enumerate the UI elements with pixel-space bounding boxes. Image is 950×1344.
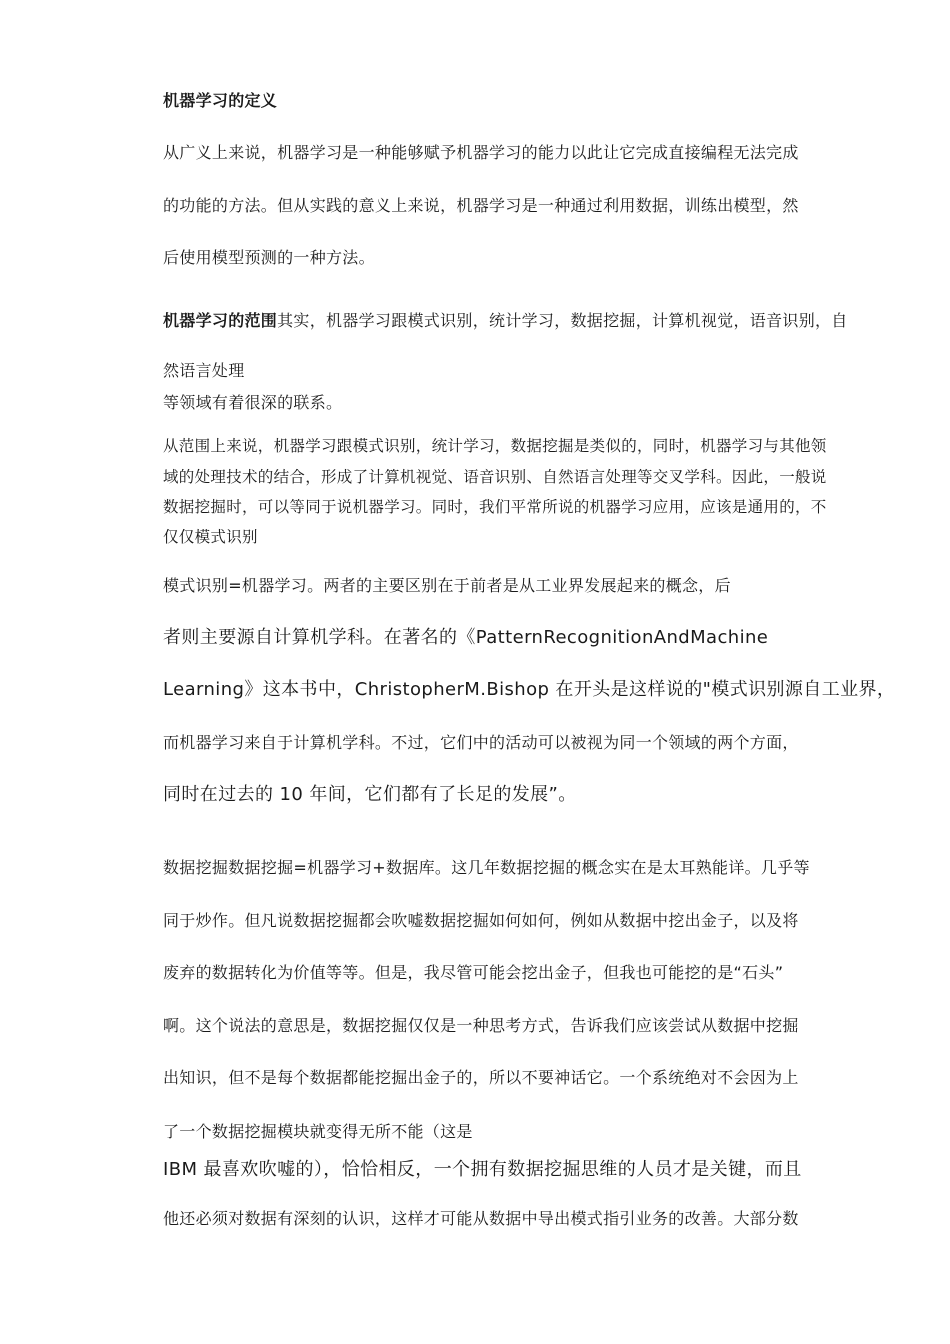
paragraph-line: 后使用模型预测的一种方法。: [163, 248, 375, 267]
paragraph-line: 域的处理技术的结合，形成了计算机视觉、语音识别、自然语言处理等交叉学科。因此，一般说: [163, 468, 827, 486]
paragraph-line: 废弃的数据转化为价值等等。但是，我尽管可能会挖出金子，但我也可能挖的是“石头”: [163, 963, 784, 982]
paragraph-line: 而机器学习来自于计算机学科。不过，它们中的活动可以被视为同一个领域的两个方面，: [163, 733, 799, 752]
paragraph-line: 他还必须对数据有深刻的认识，这样才可能从数据中导出模式指引业务的改善。大部分数: [163, 1209, 799, 1228]
paragraph-line: 然语言处理: [163, 361, 245, 380]
paragraph-line: 仅仅模式识别: [163, 528, 258, 546]
scope-line: [163, 311, 848, 331]
paragraph-line: 者则主要源自计算机学科。在著名的《PatternRecognitionAndMachine: [163, 627, 769, 648]
paragraph-line: 等领域有着很深的联系。: [163, 393, 343, 412]
paragraph-line: 出知识，但不是每个数据都能挖掘出金子的，所以不要神话它。一个系统绝对不会因为上: [163, 1068, 799, 1087]
paragraph-line: 同于炒作。但凡说数据挖掘都会吹嘘数据挖掘如何如何，例如从数据中挖出金子，以及将: [163, 911, 799, 930]
paragraph-line: 数据挖掘时，可以等同于说机器学习。同时，我们平常所说的机器学习应用，应该是通用的，不: [163, 498, 827, 516]
scope-heading: 机器学习的范围: [163, 311, 278, 330]
paragraph-line: Learning》这本书中，ChristopherM.Bishop 在开头是这样说的"模式识别源自工业界，: [163, 679, 896, 700]
paragraph-line: 从广义上来说，机器学习是一种能够赋予机器学习的能力以此让它完成直接编程无法完成: [163, 143, 799, 162]
paragraph-line: 的功能的方法。但从实践的意义上来说，机器学习是一种通过利用数据，训练出模型，然: [163, 196, 799, 215]
paragraph-line: 数据挖掘数据挖掘=机器学习+数据库。这几年数据挖掘的概念实在是太耳熟能详。几乎等: [163, 858, 810, 877]
paragraph-line: 了一个数据挖掘模块就变得无所不能（这是: [163, 1122, 473, 1141]
paragraph-line: IBM 最喜欢吹嘘的），恰恰相反，一个拥有数据挖掘思维的人员才是关键，而且: [163, 1159, 802, 1180]
paragraph-line: 从范围上来说，机器学习跟模式识别，统计学习，数据挖掘是类似的，同时，机器学习与其他领: [163, 437, 827, 455]
doc-title: 机器学习的定义: [163, 91, 278, 110]
paragraph-line: 啊。这个说法的意思是，数据挖掘仅仅是一种思考方式，告诉我们应该尝试从数据中挖掘: [163, 1016, 799, 1035]
paragraph-line: 模式识别=机器学习。两者的主要区别在于前者是从工业界发展起来的概念，后: [163, 576, 731, 595]
paragraph-line: 同时在过去的 10 年间，它们都有了长足的发展”。: [163, 784, 577, 805]
scope-text: 其实，机器学习跟模式识别，统计学习，数据挖掘，计算机视觉，语音识别，自: [277, 311, 848, 330]
